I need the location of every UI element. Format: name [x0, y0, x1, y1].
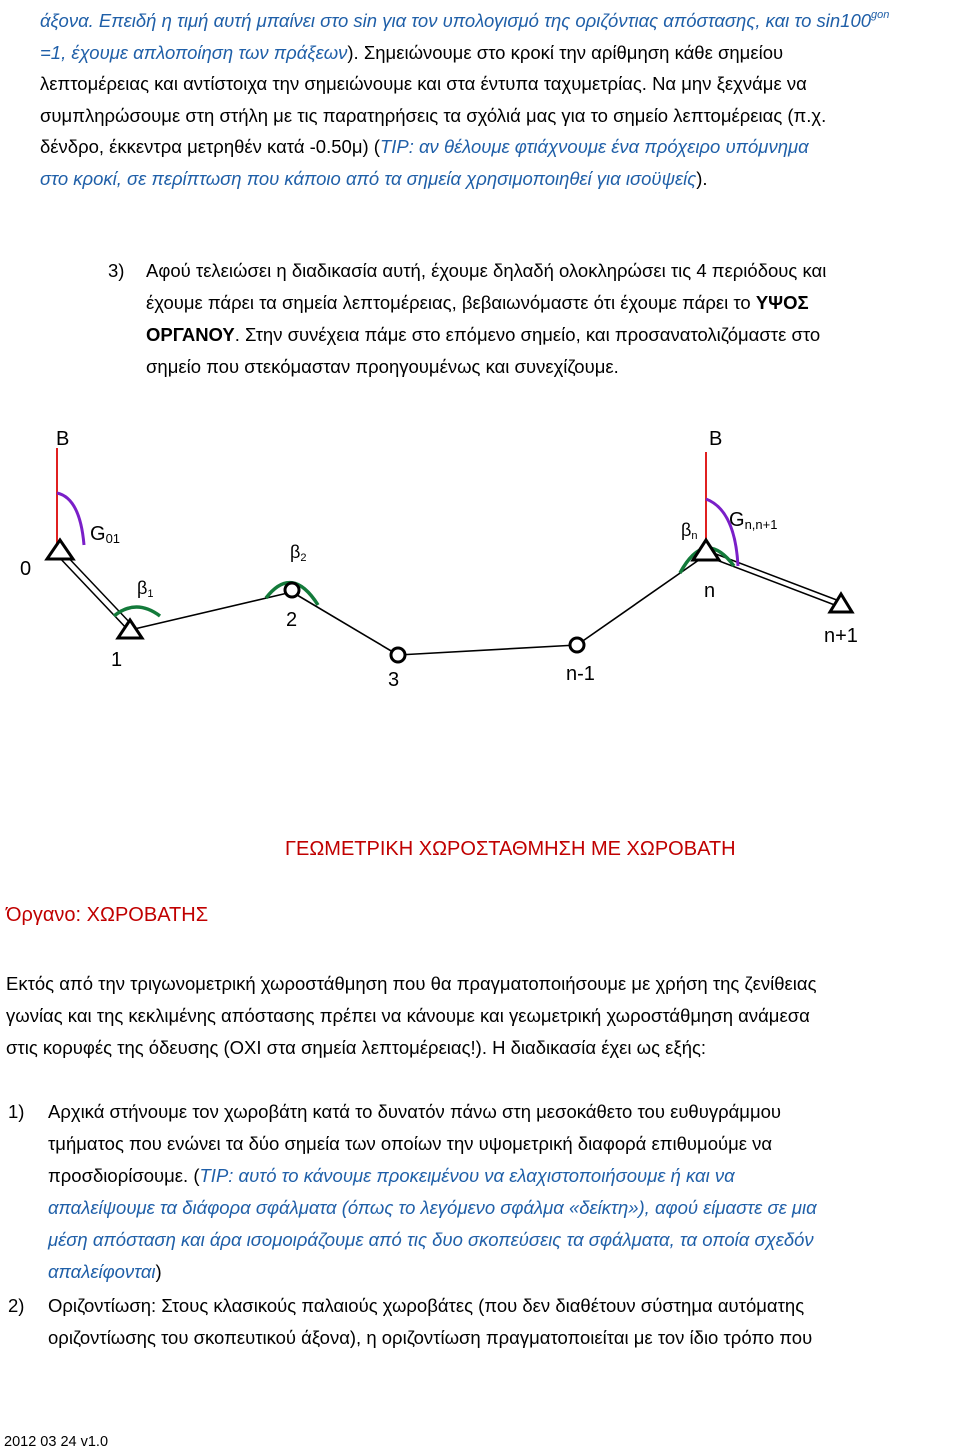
leg-2-3 [292, 592, 398, 655]
top-line-3: λεπτομέρειας και αντίστοιχα την σημειώνουμε και στα έντυπα ταχυμετρίας. Να μην ξεχνάμε να [40, 73, 807, 94]
step-3-body: Αφού τελειώσει η διαδικασία αυτή, έχουμε δηλαδή ολοκληρώσει τις 4 περιόδους και έχουμε πάρει τα σημεία λεπτομέρειας, βεβαιωνόμαστε ότι έχουμε πάρει το ΥΨΟΣ ΟΡΓΑΝΟΥ. Στην συνέχεια πάμε στο επόμενο σημείο, και προσανατολιζόμαστε στο σημείο που στεκόμασταν προηγουμένως και συνεχίζουμε. [146, 260, 827, 377]
leg-0-1-b [62, 551, 133, 626]
version-footer: 2012 03 24 v1.0 [4, 1434, 109, 1450]
top-line-6: στο κροκί, σε περίπτωση που κάποιο από τα σημεία χρησιμοποιηθεί για ισοϋψείς). [40, 167, 708, 189]
point-n-label: n [704, 580, 716, 602]
beta2-label: β2 [290, 542, 307, 564]
point-2-label: 2 [286, 609, 298, 631]
instrument-label: Όργανο: ΧΩΡΟΒΑΤΗΣ [6, 904, 209, 926]
point-n-1-label: n-1 [566, 663, 595, 685]
item-1-number: 1) [8, 1101, 25, 1122]
station-n+1-marker [830, 594, 852, 612]
item-2-body: Οριζοντίωση: Στους κλασικούς παλαιούς χωροβάτες (που δεν διαθέτουν σύστημα αυτόματης οριζοντίωσης του σκοπευτικού άξονα), η οριζοντίωση πραγματοποιείται με τον ίδιο τρόπο που [48, 1295, 813, 1348]
leg-3-n1 [398, 645, 577, 655]
beta1-arc [114, 607, 160, 616]
step-3-number: 3) [108, 260, 125, 281]
top-line-5: δένδρο, έκκεντρα μετρηθέν κατά -0.50μ) (TIP: αν θέλουμε φτιάχνουμε ένα πρόχειρο υπόμνημα [40, 136, 809, 157]
b-right-label: B [709, 428, 723, 450]
traverse-diagram [0, 410, 960, 710]
g01-arc [57, 493, 84, 545]
beta1-label: β1 [137, 578, 154, 600]
section-heading: ΓΕΩΜΕΤΡΙΚΗ ΧΩΡΟΣΤΑΘΜΗΣΗ ΜΕ ΧΩΡΟΒΑΤΗ [285, 838, 736, 860]
leg-0-1-a [57, 555, 128, 630]
top-line-4: συμπληρώσουμε στη στήλη με τις παρατηρήσεις τα σχόλιά μας για το σημείο λεπτομέρειας (π.χ. [40, 104, 827, 126]
betan-label: βn [681, 520, 698, 542]
point-0-label: 0 [20, 558, 32, 580]
gnn1-label: Gn,n+1 [729, 509, 778, 532]
intro-paragraph: Εκτός από την τριγωνομετρική χωροστάθμηση που θα πραγματοποιήσουμε με χρήση της ζενίθειας γωνίας και της κεκλιμένης απόστασης πρέπει να κάνουμε και γεωμετρική χωροστάθμηση ανάμεσα στις κορυφές της όδευσης (ΟΧΙ στα σημεία λεπτομέρειας!). Η διαδικασία έχει ως εξής: [6, 973, 817, 1058]
top-paragraph [40, 0, 955, 194]
station-n-1-marker [570, 638, 584, 652]
top-line-2: =1, έχουμε απλοποίηση των πράξεων). Σημειώνουμε στο κροκί την αρίθμηση κάθε σημείου [40, 41, 784, 63]
leg-n-n+1-a [706, 556, 840, 607]
item-1-body: Αρχικά στήνουμε τον χωροβάτη κατά το δυνατόν πάνω στη μεσοκάθετο του ευθυγράμμου τμήματος που ενώνει τα δύο σημεία των οποίων την υψομετρική διαφορά επιθυμούμε να προσδιορίσουμε. (TIP: αυτό το κάνουμε προκειμένου να ελαχιστοποιήσουμε ή και να απαλείψουμε τα διάφορα σφάλματα (όπως το λεγόμενο σφάλμα «δείκτη»), αφού είμαστε σε μια μέση απόσταση και άρα ισομοιράζουμε από τις δυο σκοπεύσεις τα σφάλματα, τα οποία σχεδόν απαλείφονται) [48, 1101, 817, 1282]
point-3-label: 3 [388, 669, 400, 691]
leg-n1-n [577, 555, 706, 645]
station-0-marker [47, 540, 73, 559]
b-left-label: B [56, 428, 70, 450]
point-1-label: 1 [111, 649, 123, 671]
g01-label: G01 [90, 523, 121, 546]
point-n+1-label: n+1 [824, 625, 858, 647]
station-3-marker [391, 648, 405, 662]
item-2-number: 2) [8, 1295, 25, 1316]
station-2-marker [285, 583, 299, 597]
top-line-1: άξονα. Επειδή η τιμή αυτή μπαίνει στο sin για τον υπολογισμό της οριζόντιας απόστασης, και το $\sin 100^{gon}$ [40, 9, 890, 31]
